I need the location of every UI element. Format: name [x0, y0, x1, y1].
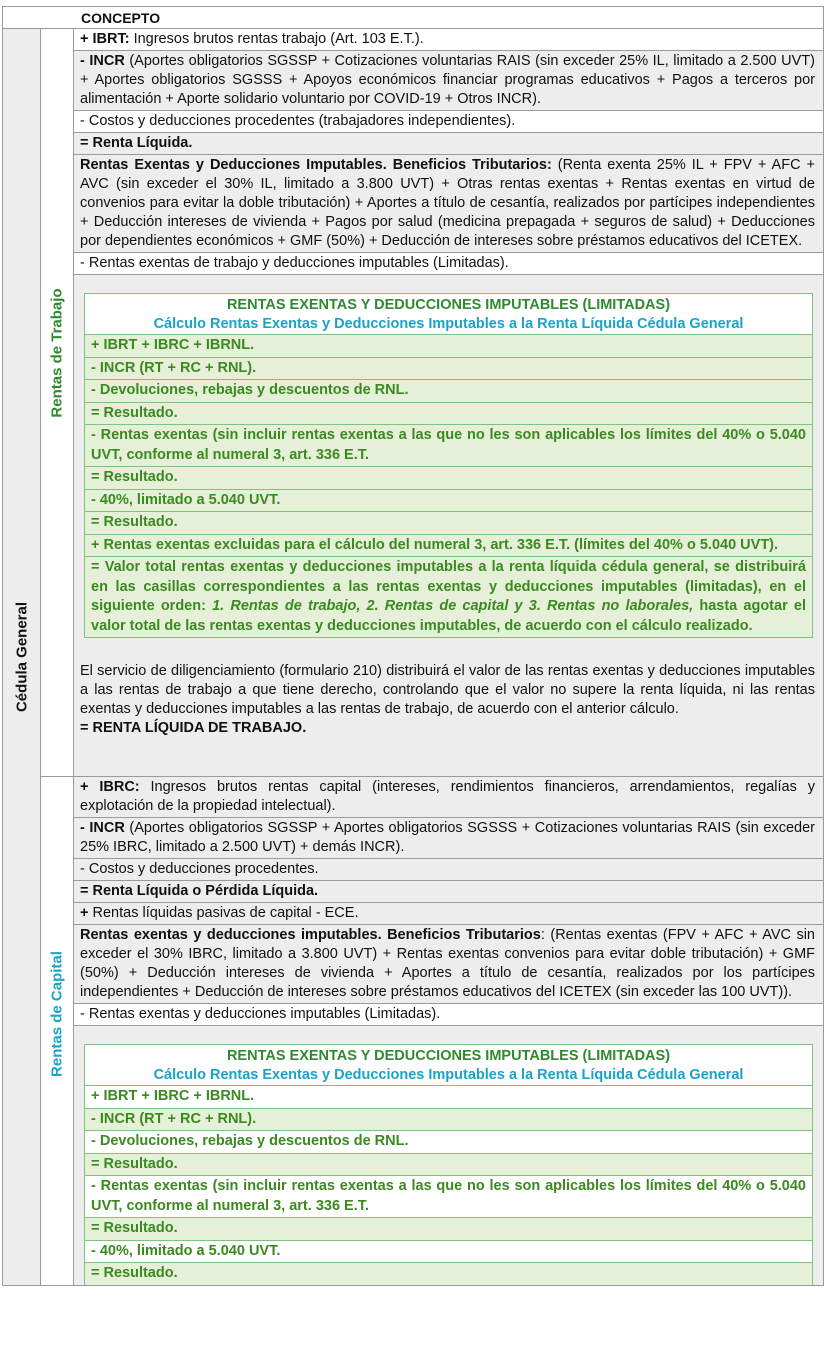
row-renta-perdida: = Renta Líquida o Pérdida Líquida. — [74, 881, 823, 903]
box-row: + IBRT + IBRC + IBRNL. — [85, 1086, 812, 1109]
box-row: - INCR (RT + RC + RNL). — [85, 358, 812, 381]
rentas-trabajo-label: Rentas de Trabajo — [48, 288, 66, 418]
row-incr-capital-bold: - INCR — [80, 820, 125, 836]
rentas-trabajo-rows — [74, 29, 823, 776]
box-row: = Resultado. — [85, 512, 812, 535]
limited-box-capital-title — [85, 1045, 812, 1086]
row-ibrc — [74, 777, 823, 818]
box-row-total — [85, 557, 812, 637]
rentas-capital-column — [41, 777, 74, 1285]
limited-box-wrap — [74, 275, 823, 642]
limited-box-capital — [84, 1044, 813, 1285]
concepto-heading: CONCEPTO — [81, 10, 161, 26]
cedula-general-label: Cédula General — [13, 601, 30, 712]
box-row: = Resultado. — [85, 1218, 812, 1241]
row-beneficios-capital-text: : (Rentas exentas (FPV + AFC + AVC sin exceder el 30% IBRC, limitado a 3.800 UVT) + Rentas exentas convenios para evitar doble tributación) + GMF (50%) + Deducción intereses de vivienda + Aportes a título de cesantía, realizados por los partícipes independientes + Deducción de intereses sobre préstamos educativos del ICETEX (sin exceder las 100 UVT)). — [80, 927, 816, 1000]
box-row: - Devoluciones, rebajas y descuentos de RNL. — [85, 1131, 812, 1154]
row-ece-bold: + — [80, 905, 89, 921]
limited-box-capital-title-sub: Cálculo Rentas Exentas y Deducciones Imputables a la Renta Líquida Cédula General — [153, 1067, 744, 1083]
row-ibrt-text: Ingresos brutos rentas trabajo (Art. 103 E.T.). — [129, 31, 424, 47]
box-row: = Resultado. — [85, 403, 812, 426]
main-column — [41, 29, 823, 1285]
limited-box-wrap-capital — [74, 1026, 823, 1285]
box-row: + Rentas exentas excluidas para el cálculo del numeral 3, art. 336 E.T. (límites del 40% o 5.040 UVT). — [85, 535, 812, 558]
limited-box-title-sub: Cálculo Rentas Exentas y Deducciones Imputables a la Renta Líquida Cédula General — [153, 316, 744, 332]
row-ibrc-text: Ingresos brutos rentas capital (intereses, rendimientos financieros, arrendamientos, regalías y explotación de la propiedad intelectual). — [80, 779, 815, 814]
row-renta-liquida: = Renta Líquida. — [74, 133, 823, 155]
row-beneficios-capital-bold: Rentas exentas y deducciones imputables. Beneficios Tributarios — [80, 927, 541, 943]
box-row: = Resultado. — [85, 1263, 812, 1285]
box-row: - 40%, limitado a 5.040 UVT. — [85, 1241, 812, 1264]
concept-table — [2, 6, 824, 1286]
box-row: = Resultado. — [85, 467, 812, 490]
box-row: - INCR (RT + RC + RNL). — [85, 1109, 812, 1132]
row-ibrt-bold: + IBRT: — [80, 31, 130, 47]
box-total-text: = Valor total rentas exentas y deducciones imputables a la renta líquida cédula general, se distribuirá en las casillas correspondientes a las rentas exentas y deducciones imputables (limitadas), en el siguiente orden: — [91, 559, 806, 614]
row-incr-capital-text: (Aportes obligatorios SGSSP + Aportes obligatorios SGSSS + Cotizaciones voluntarias RAIS (sin exceder 25% IBRC, limitado a 2.500 UVT) + demás INCR). — [80, 820, 815, 855]
row-ibrt — [74, 29, 823, 51]
row-beneficios-capital — [74, 925, 823, 1004]
limited-box-title — [85, 294, 812, 335]
box-row: + IBRT + IBRC + IBRNL. — [85, 335, 812, 358]
row-beneficios-text: (Renta exenta 25% IL + FPV + AFC + AVC (sin exceder el 30% IL, limitado a 3.800 UVT) + Otras rentas exentas + Rentas exentas en virtud de convenios para evitar la doble tributación) + Aportes a título de cesantía, realizados por partícipes independientes + Deducción intereses de vivienda + Pagos por salud (medicina prepagada + seguros de salud) + Deducciones por dependientes económicos + GMF (50%) + Deducción de intereses sobre préstamos educativos del ICETEX. — [80, 157, 815, 249]
row-ece-text: Rentas líquidas pasivas de capital - ECE. — [88, 905, 359, 921]
row-incr-bold: - INCR — [80, 53, 125, 69]
box-row: - Rentas exentas (sin incluir rentas exentas a las que no les son aplicables los límites del 40% o 5.040 UVT, conforme al numeral 3, art. 336 E.T. — [85, 1176, 812, 1218]
cedula-general-column — [3, 29, 41, 1285]
limited-box-title-main: RENTAS EXENTAS Y DEDUCCIONES IMPUTABLES (LIMITADAS) — [226, 297, 671, 313]
row-beneficios — [74, 155, 823, 253]
box-row: - 40%, limitado a 5.040 UVT. — [85, 490, 812, 513]
table-header — [3, 7, 823, 29]
row-limitadas-capital: - Rentas exentas y deducciones imputables (Limitadas). — [74, 1004, 823, 1026]
rentas-capital-rows — [74, 777, 823, 1285]
row-costos-capital: - Costos y deducciones procedentes. — [74, 859, 823, 881]
diligenciamiento-note: El servicio de diligenciamiento (formulario 210) distribuirá el valor de las rentas exentas y deducciones imputables a las rentas de trabajo a que tiene derecho, controlando que el valor no supere la renta líquida, ni las rentas exentas y deducciones imputables a las rentas de trabajo, de acuerdo con el anterior cálculo. — [74, 642, 823, 719]
row-incr-capital — [74, 818, 823, 859]
row-limitadas: - Rentas exentas de trabajo y deducciones imputables (Limitadas). — [74, 253, 823, 275]
renta-liquida-trabajo: = RENTA LÍQUIDA DE TRABAJO. — [74, 719, 823, 776]
limited-box — [84, 293, 813, 638]
calculation-block — [74, 275, 823, 776]
row-incr — [74, 51, 823, 111]
box-total-order: 1. Rentas de trabajo, 2. Rentas de capital y 3. Rentas no laborales, — [212, 598, 694, 614]
box-row: - Rentas exentas (sin incluir rentas exentas a las que no les son aplicables los límites del 40% o 5.040 UVT, conforme al numeral 3, art. 336 E.T. — [85, 425, 812, 467]
row-ece — [74, 903, 823, 925]
rentas-capital-label: Rentas de Capital — [48, 951, 66, 1077]
row-beneficios-bold: Rentas Exentas y Deducciones Imputables. Beneficios Tributarios: — [80, 157, 552, 173]
box-row: - Devoluciones, rebajas y descuentos de RNL. — [85, 380, 812, 403]
rentas-trabajo-section — [41, 29, 823, 777]
box-row: = Resultado. — [85, 1154, 812, 1177]
rentas-capital-section — [41, 777, 823, 1285]
table-body — [3, 29, 823, 1285]
limited-box-capital-title-main: RENTAS EXENTAS Y DEDUCCIONES IMPUTABLES (LIMITADAS) — [226, 1048, 671, 1064]
rentas-trabajo-column — [41, 29, 74, 776]
row-ibrc-bold: + IBRC: — [80, 779, 140, 795]
row-incr-text: (Aportes obligatorios SGSSP + Cotizaciones voluntarias RAIS (sin exceder 25% IL, limitado a 2.500 UVT) + Aportes obligatorios SGSSS + Apoyos económicos financiar programas educativos + Pagos a terceros por alimentación + Aporte solidario voluntario por COVID-19 + Otros INCR). — [80, 53, 815, 107]
row-costos: - Costos y deducciones procedentes (trabajadores independientes). — [74, 111, 823, 133]
box-total-end: hasta agotar el valor total de las rentas exentas y deducciones imputables, de acuerdo con el cálculo realizado. — [91, 598, 806, 634]
